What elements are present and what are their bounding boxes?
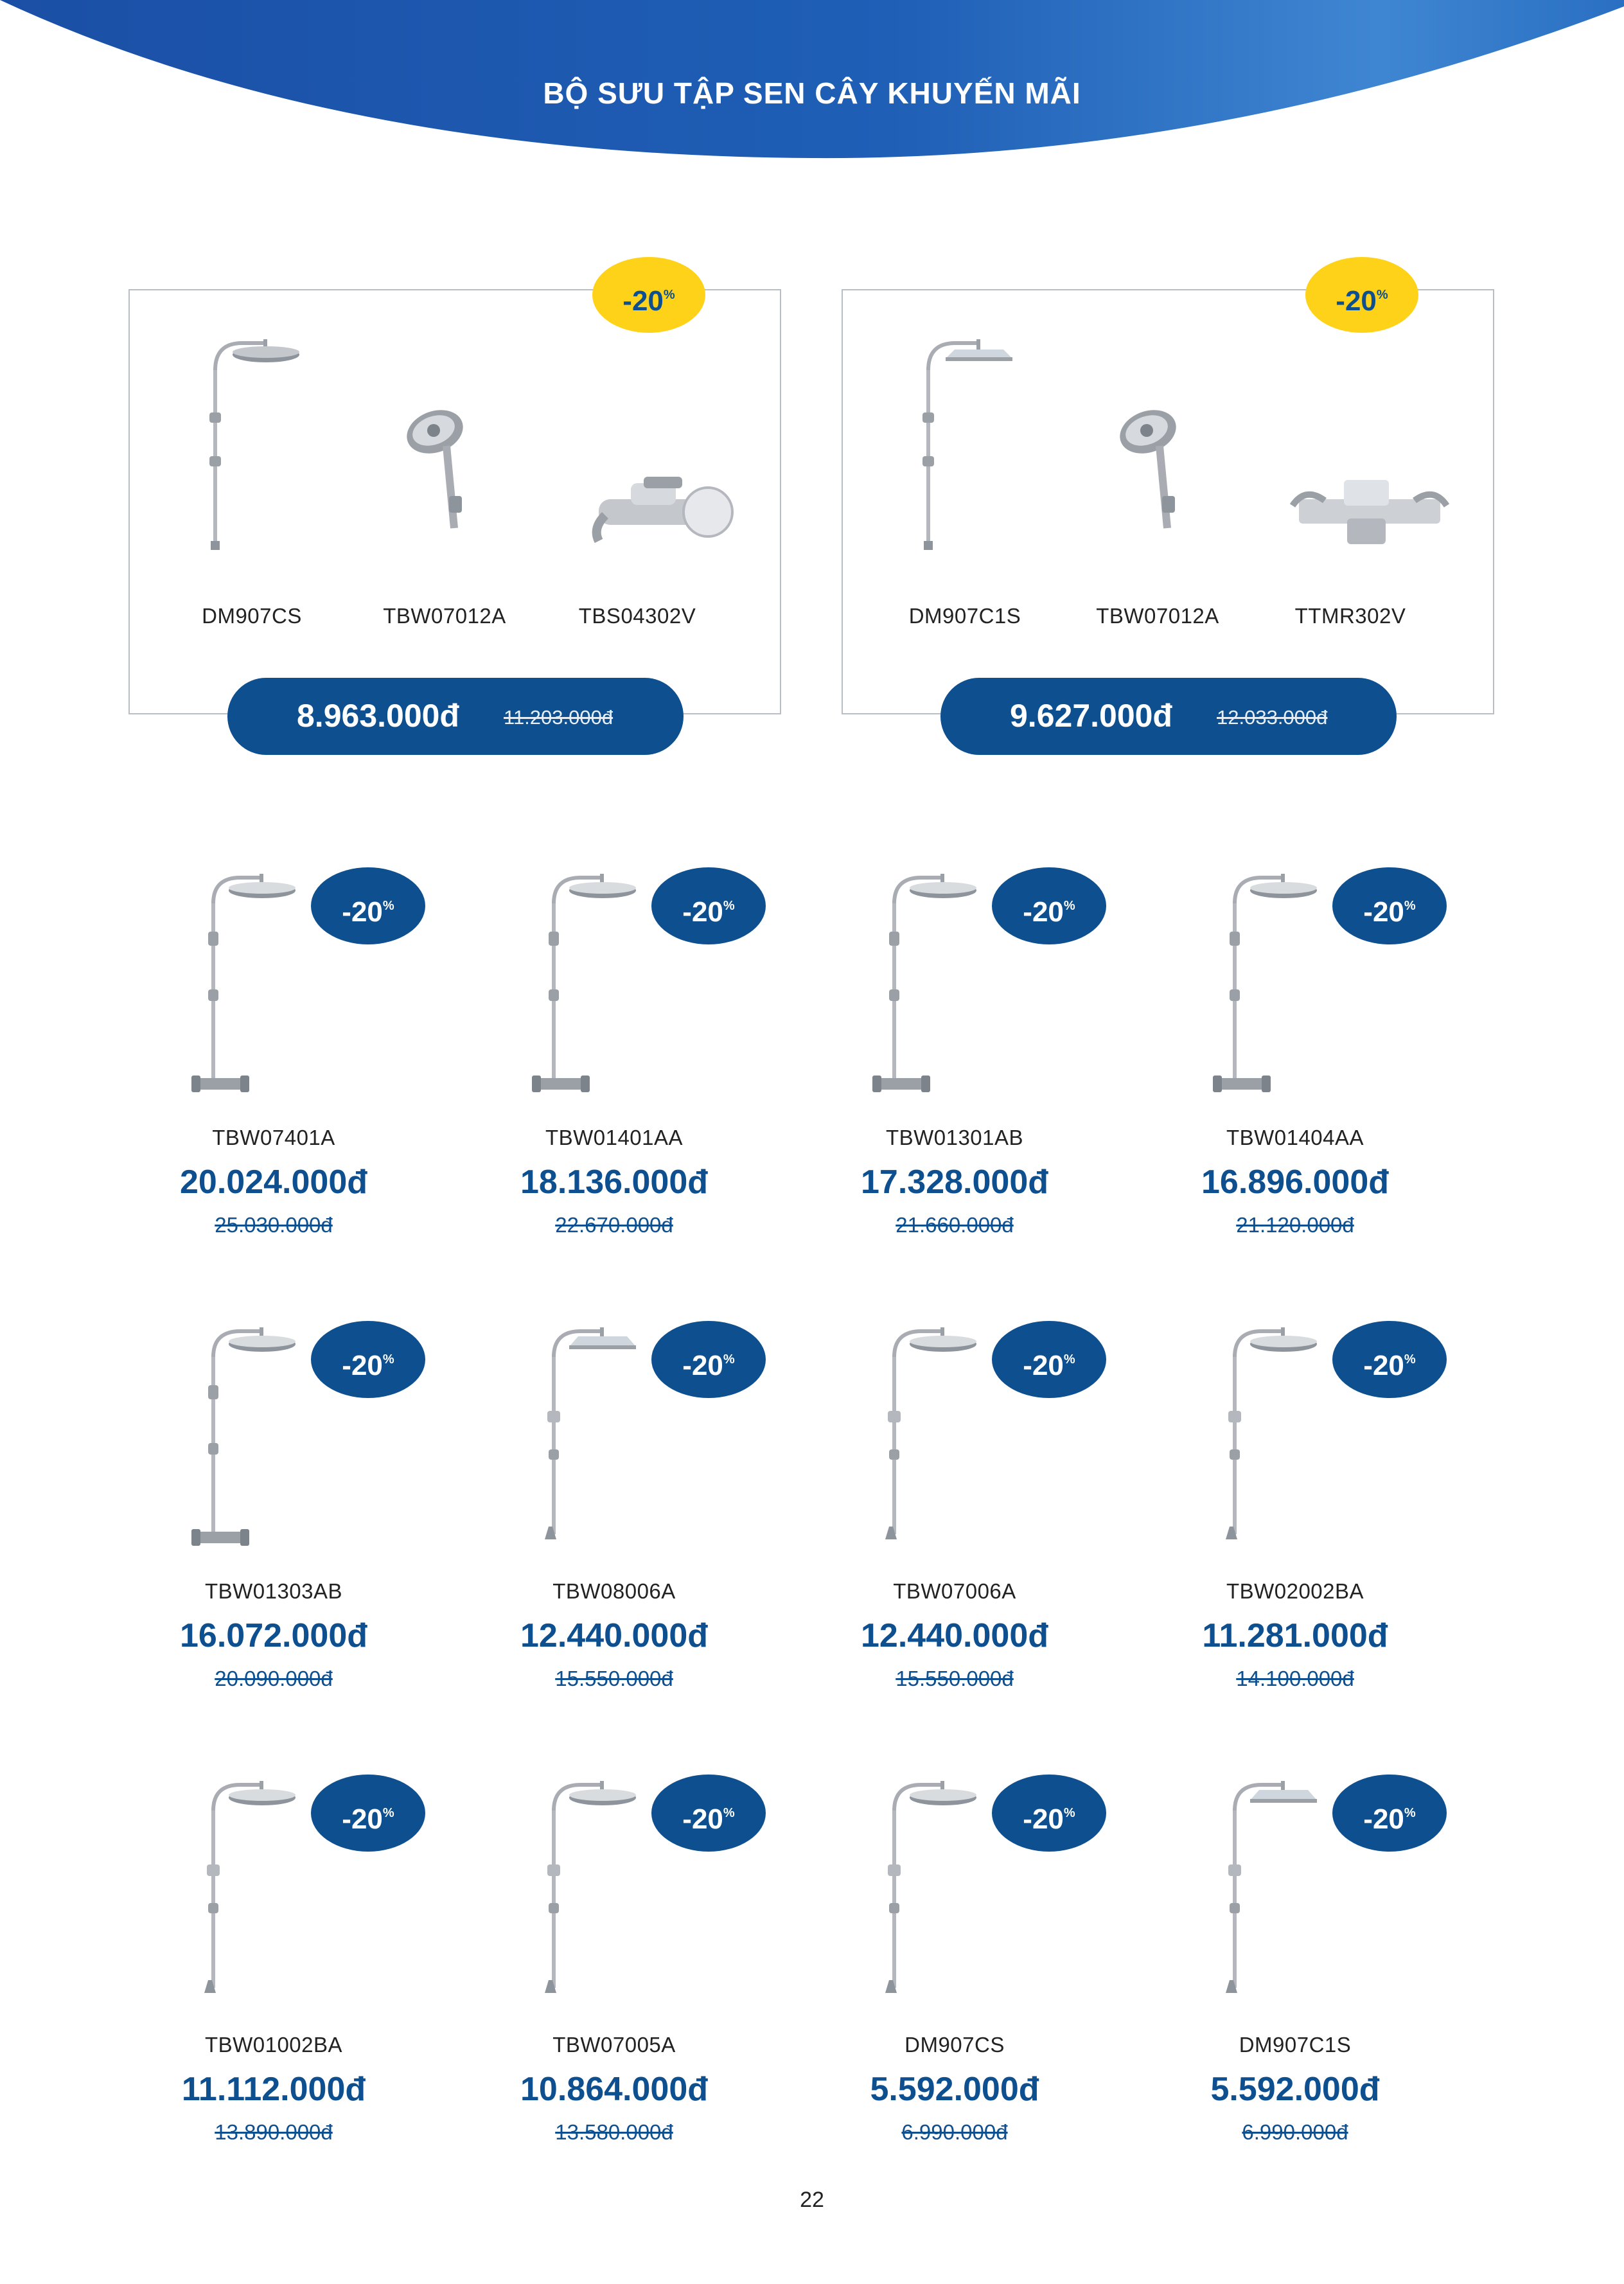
product-card[interactable] bbox=[164, 1768, 499, 2179]
product-code: TBW01301AB bbox=[885, 1126, 1024, 1149]
product-card[interactable] bbox=[505, 1768, 839, 2179]
discount-badge: -20% bbox=[651, 1321, 766, 1398]
product-price: 5.592.000đ bbox=[870, 2071, 1039, 2108]
combo-price-pill bbox=[940, 678, 1397, 755]
shower-column-image bbox=[1212, 1315, 1353, 1571]
product-card[interactable] bbox=[845, 1315, 1179, 1726]
shower-column-image bbox=[871, 861, 1012, 1118]
combo-old-price: 12.033.000đ bbox=[1217, 706, 1328, 729]
combo-item-code: DM907C1S bbox=[908, 604, 1021, 628]
shower-column-image bbox=[190, 1315, 331, 1571]
product-code: TBW07401A bbox=[212, 1126, 335, 1149]
discount-badge: -20% bbox=[311, 1775, 425, 1852]
product-old-price: 13.890.000đ bbox=[215, 2120, 333, 2144]
product-price: 12.440.000đ bbox=[520, 1617, 709, 1654]
product-code: TBW01303AB bbox=[204, 1579, 343, 1603]
discount-badge: -20% bbox=[651, 1775, 766, 1852]
product-card[interactable] bbox=[505, 861, 839, 1272]
discount-badge: -20% bbox=[311, 867, 425, 944]
shower-column-image bbox=[190, 1768, 331, 2025]
product-old-price: 21.660.000đ bbox=[896, 1213, 1014, 1237]
shower-column-image bbox=[1212, 1768, 1353, 2025]
product-old-price: 6.990.000đ bbox=[1242, 2120, 1348, 2144]
bath-mixer-image bbox=[579, 477, 740, 554]
product-code: TBW01404AA bbox=[1226, 1126, 1364, 1149]
discount-badge: -20% bbox=[1332, 1321, 1447, 1398]
combo-item-code: TBW07012A bbox=[383, 604, 506, 628]
hand-shower-image bbox=[403, 400, 486, 541]
square-shower-column-image bbox=[907, 329, 1029, 554]
page-title: BỘ SƯU TẬP SEN CÂY KHUYẾN MÃI bbox=[543, 76, 1081, 110]
product-card[interactable] bbox=[164, 861, 499, 1272]
bath-mixer-image bbox=[1286, 480, 1453, 551]
product-card[interactable] bbox=[1186, 861, 1520, 1272]
shower-column-image bbox=[871, 1768, 1012, 2025]
combo-item-code: DM907CS bbox=[202, 604, 302, 628]
product-price: 16.072.000đ bbox=[179, 1617, 368, 1654]
product-old-price: 25.030.000đ bbox=[215, 1213, 333, 1237]
shower-column-image bbox=[190, 861, 331, 1118]
discount-badge: -20% bbox=[592, 257, 705, 333]
product-card[interactable] bbox=[845, 1768, 1179, 2179]
product-code: TBW02002BA bbox=[1226, 1579, 1364, 1603]
discount-badge: -20% bbox=[1305, 257, 1418, 333]
product-card[interactable] bbox=[164, 1315, 499, 1726]
product-price: 17.328.000đ bbox=[860, 1164, 1049, 1201]
product-price: 16.896.000đ bbox=[1201, 1164, 1390, 1201]
shower-column-image bbox=[1212, 861, 1353, 1118]
combo-price: 8.963.000đ bbox=[297, 698, 459, 734]
hand-shower-image bbox=[1116, 400, 1199, 541]
product-old-price: 21.120.000đ bbox=[1236, 1213, 1354, 1237]
combo-item-code: TBS04302V bbox=[578, 604, 696, 628]
page-number: 22 bbox=[800, 2188, 824, 2212]
combo-box-2[interactable] bbox=[842, 285, 1494, 734]
product-code: TBW07006A bbox=[893, 1579, 1016, 1603]
combo-item-code: TBW07012A bbox=[1096, 604, 1219, 628]
discount-badge: -20% bbox=[992, 1775, 1106, 1852]
product-old-price: 22.670.000đ bbox=[555, 1213, 673, 1237]
combo-item-code: TTMR302V bbox=[1294, 604, 1406, 628]
product-card[interactable] bbox=[845, 861, 1179, 1272]
product-price: 12.440.000đ bbox=[860, 1617, 1049, 1654]
product-old-price: 20.090.000đ bbox=[215, 1667, 333, 1690]
product-code: TBW01002BA bbox=[204, 2033, 343, 2057]
combo-old-price: 11.203.000đ bbox=[504, 706, 613, 729]
product-code: DM907C1S bbox=[1239, 2033, 1352, 2057]
product-old-price: 13.580.000đ bbox=[555, 2120, 673, 2144]
product-old-price: 15.550.000đ bbox=[555, 1667, 673, 1690]
discount-badge: -20% bbox=[651, 867, 766, 944]
product-code: TBW01401AA bbox=[545, 1126, 684, 1149]
product-code: TBW07005A bbox=[552, 2033, 676, 2057]
product-price: 18.136.000đ bbox=[520, 1164, 709, 1201]
product-price: 20.024.000đ bbox=[179, 1164, 368, 1201]
combo-price: 9.627.000đ bbox=[1010, 698, 1172, 734]
discount-badge: -20% bbox=[992, 867, 1106, 944]
combo-box-1[interactable] bbox=[128, 285, 781, 734]
product-code: DM907CS bbox=[905, 2033, 1005, 2057]
product-card[interactable] bbox=[505, 1315, 839, 1726]
product-price: 11.112.000đ bbox=[181, 2071, 366, 2108]
shower-column-image bbox=[531, 861, 672, 1118]
product-price: 5.592.000đ bbox=[1210, 2071, 1380, 2108]
discount-badge: -20% bbox=[1332, 867, 1447, 944]
discount-badge: -20% bbox=[992, 1321, 1106, 1398]
product-card[interactable] bbox=[1186, 1315, 1520, 1726]
shower-column-image bbox=[531, 1768, 672, 2025]
product-old-price: 15.550.000đ bbox=[896, 1667, 1014, 1690]
round-shower-column-image bbox=[194, 329, 316, 554]
discount-badge: -20% bbox=[311, 1321, 425, 1398]
product-code: TBW08006A bbox=[552, 1579, 676, 1603]
product-price: 10.864.000đ bbox=[520, 2071, 709, 2108]
product-old-price: 14.100.000đ bbox=[1236, 1667, 1354, 1690]
product-old-price: 6.990.000đ bbox=[901, 2120, 1008, 2144]
product-price: 11.281.000đ bbox=[1202, 1617, 1388, 1654]
shower-column-image bbox=[531, 1315, 672, 1571]
product-card[interactable] bbox=[1186, 1768, 1520, 2179]
discount-badge: -20% bbox=[1332, 1775, 1447, 1852]
shower-column-image bbox=[871, 1315, 1012, 1571]
combo-price-pill bbox=[227, 678, 684, 755]
